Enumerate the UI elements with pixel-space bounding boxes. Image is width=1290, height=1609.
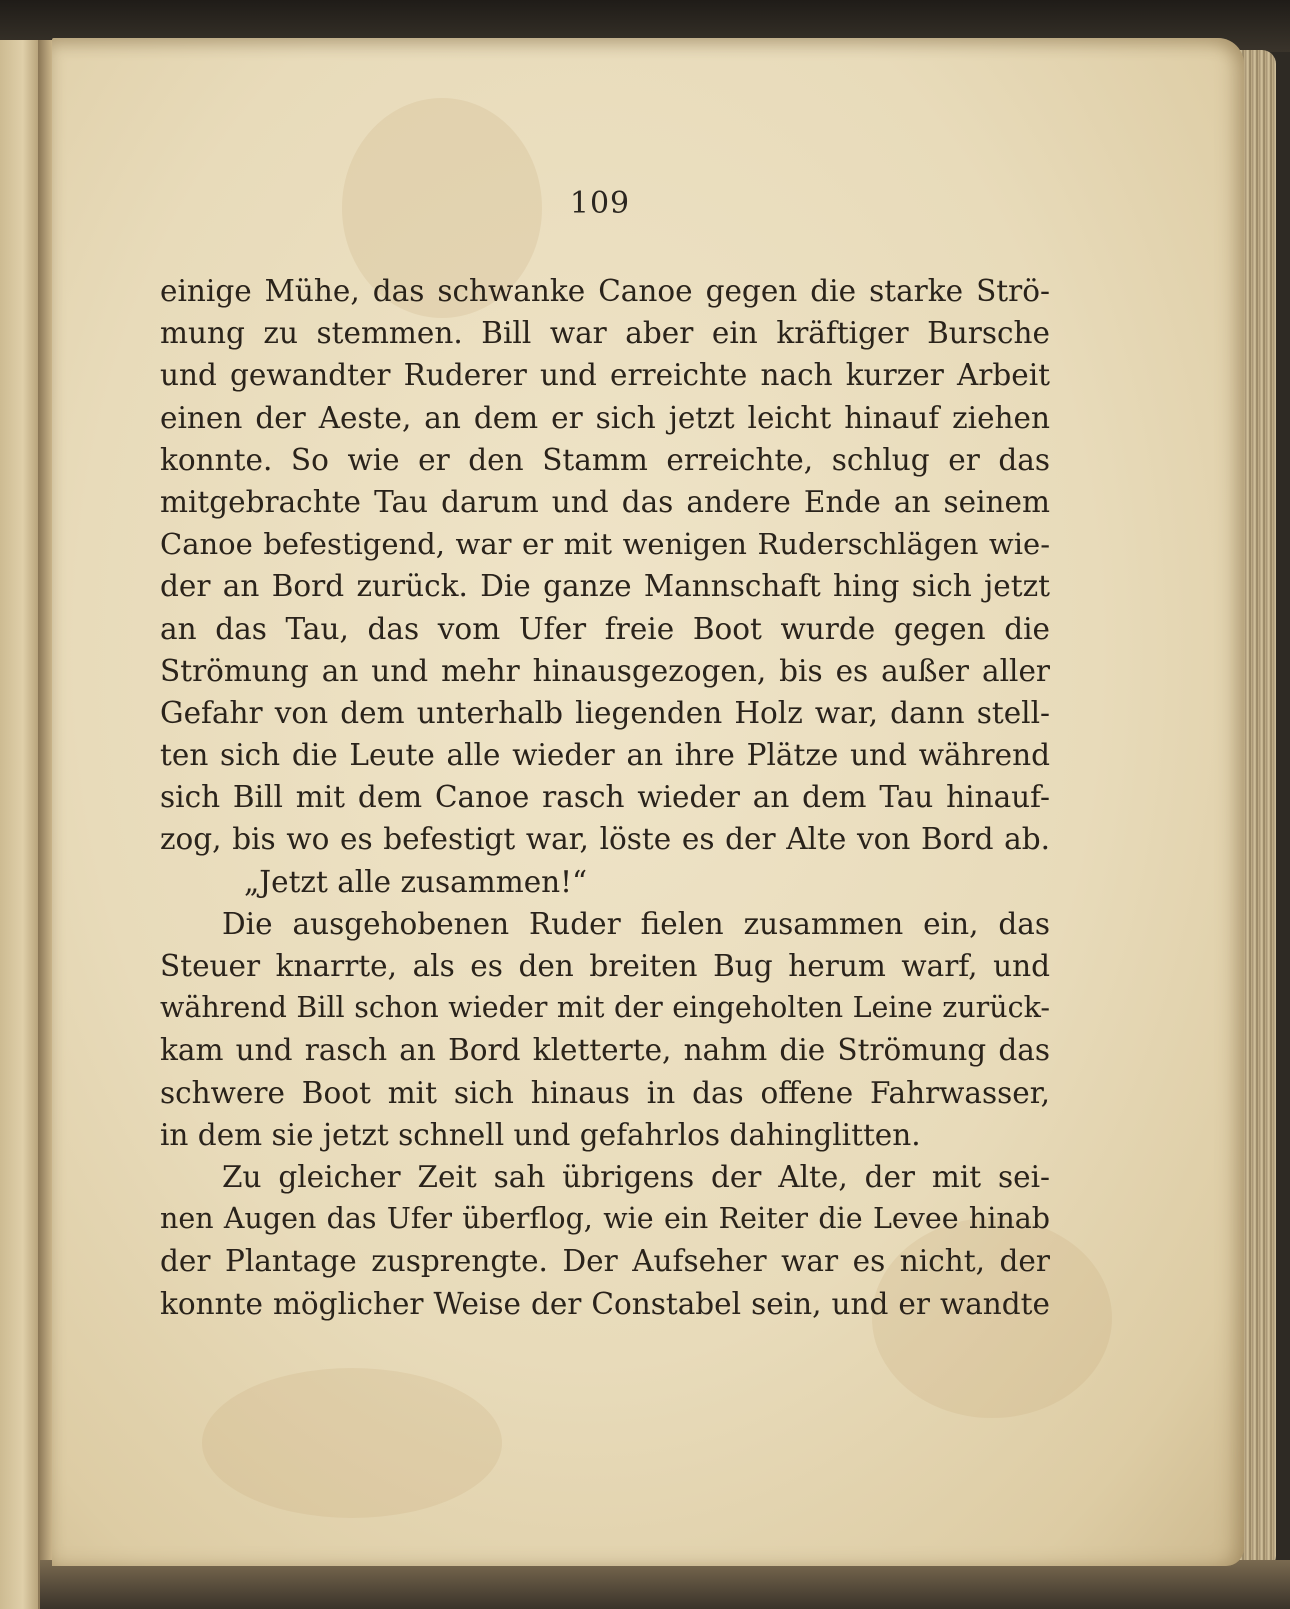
- text-line: konnte möglicher Weise der Constabel sein, und er wandte: [160, 1286, 1050, 1321]
- page-number: 109: [569, 186, 631, 221]
- text-line: ten sich die Leute alle wieder an ihre Plätze und während: [160, 738, 1050, 773]
- text-line: mung zu stemmen. Bill war aber ein kräftiger Bursche: [160, 316, 1050, 351]
- text-line: Gefahr von dem unterhalb liegenden Holz war, dann stell-: [160, 695, 1050, 730]
- text-line: nen Augen das Ufer überflog, wie ein Reiter die Levee hinab: [160, 1202, 1050, 1236]
- text-line: Canoe befestigend, war er mit wenigen Ruderschlägen wie-: [160, 527, 1050, 562]
- text-line: während Bill schon wieder mit der eingeholten Leine zurück-: [160, 991, 1050, 1025]
- text-line: in dem sie jetzt schnell und gefahrlos dahinglitten.: [160, 1117, 921, 1152]
- book-bottom-edge: [40, 1560, 1290, 1609]
- text-line: mitgebrachte Tau darum und das andere Ende an seinem: [160, 484, 1050, 519]
- text-line: sich Bill mit dem Canoe rasch wieder an dem Tau hinauf-: [160, 780, 1050, 815]
- text-line: einige Mühe, das schwanke Canoe gegen die starke Strö-: [160, 274, 1050, 308]
- body-text: [160, 270, 1050, 1325]
- text-line: an das Tau, das vom Ufer freie Boot wurde gegen die: [160, 611, 1050, 646]
- text-line: schwere Boot mit sich hinaus in das offene Fahrwasser,: [160, 1075, 1050, 1110]
- text-line: der Plantage zusprengte. Der Aufseher war es nicht, der: [160, 1244, 1050, 1279]
- text-line: Zu gleicher Zeit sah übrigens der Alte, der mit sei-: [222, 1159, 1050, 1194]
- text-line: Strömung an und mehr hinausgezogen, bis es außer aller: [160, 653, 1050, 688]
- text-line: zog, bis wo es befestigt war, löste es der Alte von Bord ab.: [160, 822, 1050, 857]
- book-gutter: [38, 40, 52, 1609]
- text-line: der an Bord zurück. Die ganze Mannschaft hing sich jetzt: [160, 569, 1050, 604]
- text-line: und gewandter Ruderer und erreichte nach kurzer Arbeit: [160, 358, 1050, 393]
- text-line: Die ausgehobenen Ruder fielen zusammen ein, das: [222, 906, 1050, 941]
- text-line: „Jetzt alle zusammen!“: [244, 864, 588, 899]
- text-line: kam und rasch an Bord kletterte, nahm die Strömung das: [160, 1033, 1050, 1068]
- left-page-edge: [0, 40, 40, 1609]
- text-line: einen der Aeste, an dem er sich jetzt leicht hinauf ziehen: [160, 400, 1050, 435]
- text-line: Steuer knarrte, als es den breiten Bug herum warf, und: [160, 949, 1050, 983]
- text-line: konnte. So wie er den Stamm erreichte, schlug er das: [160, 442, 1050, 477]
- paper-stain: [202, 1368, 502, 1518]
